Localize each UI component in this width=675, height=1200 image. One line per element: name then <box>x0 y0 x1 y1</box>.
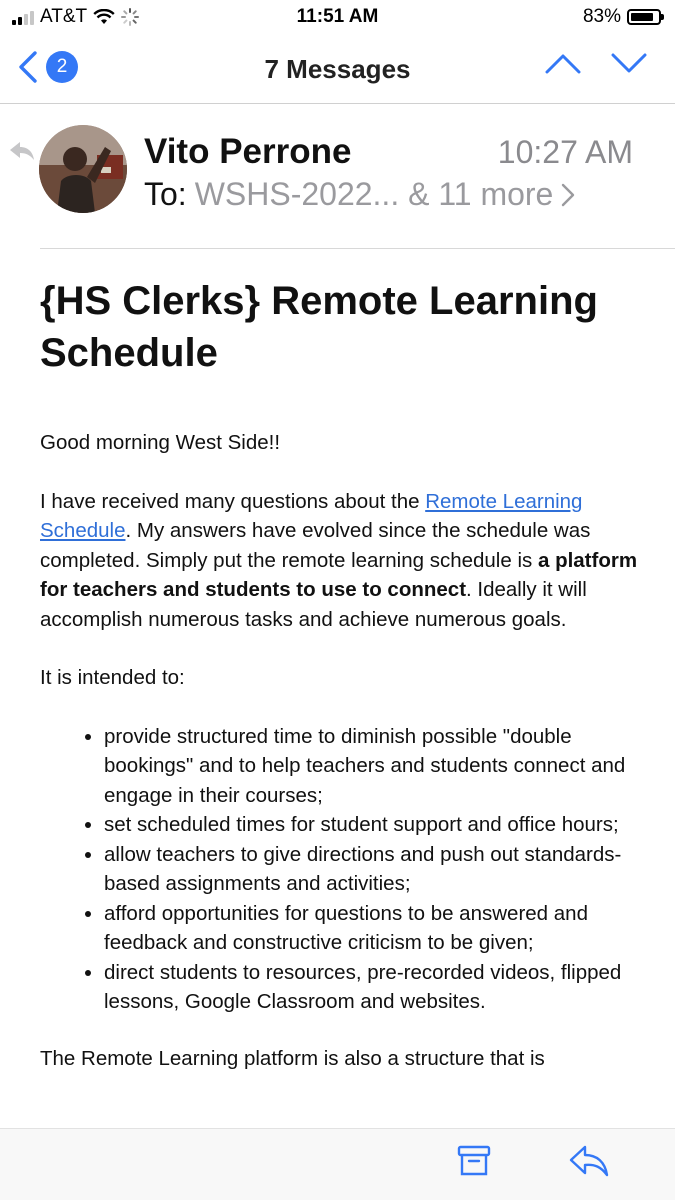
bold-phrase: a platform for teachers and students to use to connect <box>40 548 638 601</box>
message-time: 10:27 AM <box>497 134 633 170</box>
battery-fill <box>631 13 653 21</box>
carrier-label: AT&T <box>40 6 88 27</box>
battery-icon <box>627 9 661 25</box>
chevron-down-icon[interactable] <box>611 52 647 74</box>
battery-percent: 83% <box>582 6 621 27</box>
to-label: To: <box>144 176 187 212</box>
status-bar <box>0 0 675 36</box>
list-item: • direct students to resources, pre-recorded videos, flipped lessons, Google Classroom and websites. <box>104 958 640 1017</box>
reply-icon[interactable] <box>568 1143 610 1179</box>
nav-bar <box>0 36 675 104</box>
closing-paragraph: The Remote Learning platform is also a structure that is <box>40 1046 545 1070</box>
email-subject: {HS Clerks} Remote Learning Schedule <box>40 279 598 375</box>
paragraph-1: I have received many questions about the Remote Learning Schedule. My answers have evolved since the schedule was completed. Simply put the remote learning schedule is a platform for teachers and students to use to connect. Ideally it will accomplish numerous tasks and achieve numerous goals. <box>40 489 638 631</box>
unread-badge: 2 <box>46 51 78 83</box>
archive-icon[interactable] <box>456 1143 492 1179</box>
chevron-right-icon <box>561 183 575 207</box>
clock: 11:51 AM <box>296 6 379 27</box>
list-item: • allow teachers to give directions and push out standards-based assignments and activities; <box>104 840 640 899</box>
schedule-link[interactable]: Remote Learning Schedule <box>40 489 583 542</box>
chevron-up-icon[interactable] <box>545 52 581 74</box>
email-body <box>40 428 640 1102</box>
list-item: • set scheduled times for student support and office hours; <box>104 810 640 840</box>
replied-indicator-icon <box>8 140 36 162</box>
message-nav <box>545 52 647 74</box>
avatar <box>39 125 127 213</box>
bottom-toolbar <box>0 1128 675 1200</box>
recipients-row[interactable] <box>144 176 575 213</box>
sender-name[interactable]: Vito Perrone <box>144 132 352 171</box>
greeting: Good morning West Side!! <box>40 431 281 454</box>
list-item: • provide structured time to diminish possible "double bookings" and to help teachers and students connect and engage in their courses; <box>104 722 640 811</box>
message-header <box>0 104 675 249</box>
page-title: 7 Messages <box>264 54 411 84</box>
intended-label: It is intended to: <box>40 666 185 689</box>
recipients[interactable]: WSHS-2022... & 11 more <box>194 176 554 212</box>
header-divider <box>40 248 675 249</box>
status-right <box>583 6 661 28</box>
bullet-list <box>104 722 640 1017</box>
list-item: • afford opportunities for questions to be answered and feedback and constructive criticism to be given; <box>104 899 640 958</box>
